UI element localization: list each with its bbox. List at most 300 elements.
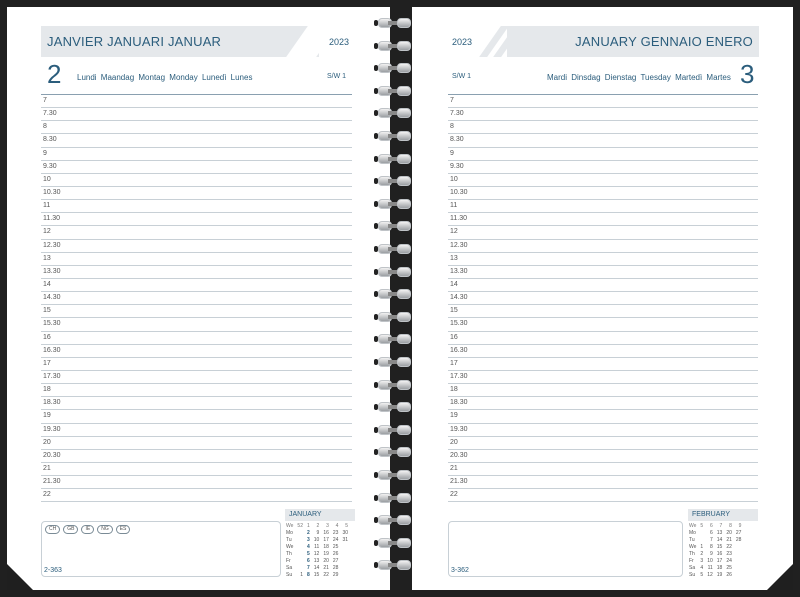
- time-slot[interactable]: [448, 187, 758, 200]
- calendar-day[interactable]: 18: [323, 544, 329, 550]
- spiral-ring: [378, 357, 414, 367]
- right-year: 2023: [452, 37, 473, 47]
- time-slot-label: 16: [43, 333, 51, 341]
- time-slot[interactable]: [448, 358, 758, 371]
- time-slot-label: 14.30: [43, 294, 61, 302]
- time-slot-label: 22: [43, 491, 51, 499]
- time-slot[interactable]: [41, 358, 352, 371]
- calendar-day: [734, 544, 744, 551]
- side-note-line: [287, 121, 352, 134]
- time-slot-label: 17.30: [450, 372, 468, 380]
- time-slot[interactable]: [41, 463, 352, 476]
- mini-calendar-grid: [285, 523, 350, 579]
- spiral-ring: [378, 289, 414, 299]
- calendar-day: [295, 530, 305, 537]
- time-slot-label: 20.30: [450, 451, 468, 459]
- calendar-day[interactable]: 15: [313, 572, 320, 578]
- calendar-day[interactable]: 25: [332, 544, 339, 550]
- calendar-day[interactable]: 4: [306, 544, 310, 550]
- time-slot-label: 20: [450, 438, 458, 446]
- calendar-day[interactable]: 7: [709, 537, 713, 543]
- calendar-day[interactable]: 30: [342, 530, 349, 536]
- week-number: 9: [738, 523, 742, 529]
- time-slot[interactable]: [448, 253, 758, 266]
- calendar-day[interactable]: 9: [709, 551, 713, 557]
- time-slot[interactable]: [448, 489, 758, 502]
- calendar-day[interactable]: 28: [332, 565, 339, 571]
- time-slot[interactable]: [41, 384, 352, 397]
- calendar-day[interactable]: 20: [323, 558, 329, 564]
- calendar-day[interactable]: 23: [726, 551, 732, 557]
- side-note-line: [287, 279, 352, 292]
- calendar-day[interactable]: 26: [332, 551, 339, 557]
- calendar-day[interactable]: 6: [709, 530, 713, 536]
- calendar-day: [340, 572, 350, 579]
- time-slot[interactable]: [448, 240, 758, 253]
- calendar-day[interactable]: 27: [735, 530, 742, 536]
- time-slot-label: 9.30: [450, 162, 464, 170]
- right-mini-calendar: [688, 509, 758, 579]
- side-note-line: [692, 279, 757, 292]
- mini-calendar-grid: [688, 523, 743, 579]
- week-number: 7: [719, 523, 723, 529]
- side-note-line: [692, 437, 757, 450]
- weekday-label: Sa: [689, 565, 696, 571]
- time-slot[interactable]: [448, 161, 758, 174]
- calendar-day[interactable]: 28: [735, 537, 742, 543]
- calendar-day: [340, 551, 350, 558]
- time-slot[interactable]: [448, 397, 758, 410]
- time-slot[interactable]: [41, 148, 352, 161]
- time-slot-label: 21.30: [43, 478, 61, 486]
- time-slot[interactable]: [448, 95, 758, 108]
- calendar-day[interactable]: 19: [323, 551, 329, 557]
- calendar-day[interactable]: 13: [716, 530, 723, 536]
- time-slot[interactable]: [41, 240, 352, 253]
- side-note-line: [692, 345, 757, 358]
- left-year: 2023: [329, 37, 350, 47]
- time-slot-label: 19.30: [450, 425, 468, 433]
- time-slot-label: 17.30: [43, 372, 61, 380]
- time-slot-label: 15: [43, 307, 51, 315]
- time-slot-label: 15.30: [450, 320, 468, 328]
- spiral-ring: [378, 18, 414, 28]
- side-note-line: [692, 187, 757, 200]
- spiral-ring: [378, 334, 414, 344]
- time-slot[interactable]: [41, 134, 352, 147]
- time-slot-label: 18: [450, 386, 458, 394]
- spiral-ring: [378, 86, 414, 96]
- calendar-day[interactable]: 31: [342, 537, 349, 543]
- side-note-line: [287, 305, 352, 318]
- time-slot[interactable]: [41, 437, 352, 450]
- weekday-label: We: [286, 544, 294, 550]
- spiral-ring: [378, 176, 414, 186]
- time-slot[interactable]: [448, 371, 758, 384]
- calendar-day[interactable]: 17: [323, 537, 329, 543]
- side-note-line: [287, 450, 352, 463]
- country-pill: IE: [81, 525, 94, 534]
- calendar-day[interactable]: 8: [709, 544, 713, 550]
- calendar-day[interactable]: 5: [700, 572, 704, 578]
- calendar-day[interactable]: 5: [306, 551, 310, 557]
- spiral-ring: [378, 560, 414, 570]
- side-note-line: [692, 358, 757, 371]
- side-note-line: [692, 410, 757, 423]
- calendar-day[interactable]: 8: [306, 572, 310, 578]
- calendar-day[interactable]: 24: [726, 558, 732, 564]
- time-slot[interactable]: [448, 148, 758, 161]
- week-label: We: [689, 523, 697, 529]
- time-slot[interactable]: [41, 345, 352, 358]
- calendar-day[interactable]: 2: [306, 530, 310, 536]
- time-slot-label: 17: [450, 359, 458, 367]
- country-pills: [45, 525, 130, 534]
- calendar-day[interactable]: 18: [716, 565, 723, 571]
- weekday-label: Tu: [689, 537, 695, 543]
- spiral-ring: [378, 447, 414, 457]
- time-slot-label: 16.30: [450, 346, 468, 354]
- calendar-day[interactable]: 6: [306, 558, 310, 564]
- time-slot-label: 14: [450, 280, 458, 288]
- time-slot[interactable]: [448, 174, 758, 187]
- calendar-day: [295, 558, 305, 565]
- calendar-day[interactable]: 25: [726, 565, 732, 571]
- calendar-day[interactable]: 3: [700, 558, 704, 564]
- time-slot[interactable]: [41, 174, 352, 187]
- side-note-line: [692, 476, 757, 489]
- side-note-line: [692, 253, 757, 266]
- time-slot[interactable]: [448, 134, 758, 147]
- side-note-line: [287, 371, 352, 384]
- calendar-day[interactable]: 20: [726, 530, 732, 536]
- time-slot[interactable]: [41, 476, 352, 489]
- time-slot[interactable]: [448, 213, 758, 226]
- weekday-label: Su: [689, 572, 696, 578]
- time-slot-label: 8: [450, 123, 454, 131]
- weekday-label: Tu: [286, 537, 292, 543]
- time-slot-label: 11.30: [450, 215, 467, 223]
- left-day-names: Lundi Maandag Montag Monday Lunedì Lunes: [77, 73, 253, 82]
- side-note-line: [692, 292, 757, 305]
- spiral-ring: [378, 199, 414, 209]
- time-slot[interactable]: [41, 161, 352, 174]
- calendar-day[interactable]: 11: [707, 565, 713, 571]
- week-label: We: [286, 523, 294, 529]
- calendar-day[interactable]: 11: [314, 544, 320, 550]
- right-page-code: 3-362: [451, 567, 469, 574]
- right-week-number: S/W 1: [452, 73, 472, 80]
- weekday-label: Th: [286, 551, 292, 557]
- time-slot-label: 7.30: [43, 110, 57, 118]
- side-note-line: [692, 240, 757, 253]
- spiral-ring: [378, 154, 414, 164]
- time-slot-label: 11: [43, 202, 51, 210]
- week-number: 52: [297, 523, 303, 529]
- side-note-line: [692, 174, 757, 187]
- time-slot-label: 21: [43, 464, 51, 472]
- weekday-label: Su: [286, 572, 293, 578]
- side-note-line: [287, 161, 352, 174]
- right-day-number: 3: [740, 59, 755, 89]
- time-slot-label: 16.30: [43, 346, 61, 354]
- time-slot[interactable]: [41, 410, 352, 423]
- weekday-label: Th: [689, 551, 695, 557]
- side-note-line: [287, 174, 352, 187]
- week-number: 8: [729, 523, 732, 529]
- calendar-day[interactable]: 3: [306, 537, 310, 543]
- week-number: 1: [306, 523, 310, 529]
- time-slot-label: 14.30: [450, 294, 468, 302]
- side-note-line: [692, 424, 757, 437]
- right-page: [412, 7, 793, 590]
- side-note-line: [287, 318, 352, 331]
- time-slot[interactable]: [448, 384, 758, 397]
- time-slot[interactable]: [41, 397, 352, 410]
- side-note-line: [287, 200, 352, 213]
- side-note-line: [287, 463, 352, 476]
- calendar-day[interactable]: 13: [313, 558, 320, 564]
- time-slot[interactable]: [41, 108, 352, 121]
- side-note-line: [287, 358, 352, 371]
- time-slot-label: 21.30: [450, 478, 468, 486]
- weekday-label: Fr: [689, 558, 694, 564]
- calendar-day[interactable]: 1: [700, 544, 704, 550]
- time-slot-label: 11.30: [43, 215, 60, 223]
- time-slot[interactable]: [448, 279, 758, 292]
- time-slot[interactable]: [448, 318, 758, 331]
- side-note-line: [692, 266, 757, 279]
- calendar-day[interactable]: 1: [300, 572, 303, 578]
- spiral-ring: [378, 493, 414, 503]
- time-slot[interactable]: [41, 226, 352, 239]
- time-slot-label: 10: [43, 175, 51, 183]
- time-slot[interactable]: [41, 279, 352, 292]
- time-slot[interactable]: [448, 463, 758, 476]
- left-notes-box[interactable]: [41, 521, 281, 577]
- spiral-ring: [378, 131, 414, 141]
- time-slot[interactable]: [448, 476, 758, 489]
- time-slot[interactable]: [41, 424, 352, 437]
- side-note-line: [287, 95, 352, 108]
- time-slot-label: 7.30: [450, 110, 464, 118]
- spiral-ring: [378, 515, 414, 525]
- calendar-day: [734, 551, 744, 558]
- time-slot[interactable]: [41, 318, 352, 331]
- time-slot[interactable]: [448, 332, 758, 345]
- time-slot-label: 20.30: [43, 451, 61, 459]
- time-slot-label: 8.30: [450, 136, 464, 144]
- side-note-line: [692, 134, 757, 147]
- time-slot-label: 19: [450, 412, 458, 420]
- spiral-ring: [378, 538, 414, 548]
- calendar-day[interactable]: 26: [726, 572, 732, 578]
- time-slot[interactable]: [448, 424, 758, 437]
- left-time-slots: [41, 95, 352, 502]
- side-note-line: [692, 463, 757, 476]
- calendar-day[interactable]: 27: [332, 558, 339, 564]
- spiral-ring: [378, 221, 414, 231]
- side-note-line: [287, 489, 352, 502]
- time-slot-label: 9: [450, 149, 454, 157]
- side-note-line: [287, 424, 352, 437]
- side-note-line: [692, 95, 757, 108]
- calendar-day[interactable]: 24: [332, 537, 339, 543]
- mini-calendar-title: JANUARY: [285, 509, 355, 521]
- time-slot-label: 7: [450, 97, 454, 104]
- spiral-ring: [378, 425, 414, 435]
- spiral-ring: [378, 108, 414, 118]
- time-slot[interactable]: [448, 292, 758, 305]
- side-note-line: [287, 108, 352, 121]
- time-slot[interactable]: [41, 95, 352, 108]
- time-slot-label: 12.30: [43, 241, 61, 249]
- time-slot-label: 21: [450, 464, 458, 472]
- side-note-line: [287, 410, 352, 423]
- calendar-day[interactable]: 22: [323, 572, 329, 578]
- left-page-code: 2-363: [44, 567, 62, 574]
- right-day-names: Mardi Dinsdag Dienstag Tuesday Martedì Martes: [547, 73, 731, 82]
- time-slot[interactable]: [41, 200, 352, 213]
- time-slot[interactable]: [448, 410, 758, 423]
- side-note-line: [287, 226, 352, 239]
- time-slot-label: 12: [43, 228, 51, 236]
- calendar-day[interactable]: 14: [313, 565, 320, 571]
- calendar-day[interactable]: 12: [313, 551, 320, 557]
- weekday-label: We: [689, 544, 697, 550]
- time-slot[interactable]: [41, 371, 352, 384]
- time-slot-label: 12: [450, 228, 458, 236]
- calendar-day[interactable]: 15: [716, 544, 723, 550]
- calendar-day[interactable]: 2: [700, 551, 704, 557]
- time-slot[interactable]: [41, 450, 352, 463]
- calendar-day[interactable]: 21: [726, 537, 732, 543]
- time-slot[interactable]: [41, 489, 352, 502]
- time-slot-label: 13: [43, 254, 51, 262]
- left-week-number: S/W 1: [327, 73, 347, 80]
- calendar-day[interactable]: 17: [716, 558, 723, 564]
- calendar-day[interactable]: 10: [707, 558, 713, 564]
- calendar-day[interactable]: 29: [332, 572, 339, 578]
- calendar-day[interactable]: 23: [332, 530, 339, 536]
- side-note-line: [692, 108, 757, 121]
- side-note-line: [692, 397, 757, 410]
- time-slot[interactable]: [448, 200, 758, 213]
- calendar-day: [734, 565, 744, 572]
- time-slot[interactable]: [41, 213, 352, 226]
- calendar-day[interactable]: 14: [716, 537, 723, 543]
- spiral-ring: [378, 267, 414, 277]
- time-slot[interactable]: [41, 292, 352, 305]
- time-slot[interactable]: [41, 332, 352, 345]
- calendar-day: [734, 572, 744, 579]
- side-note-line: [287, 240, 352, 253]
- weekday-label: Sa: [286, 565, 293, 571]
- calendar-day[interactable]: 21: [323, 565, 329, 571]
- time-slot-label: 15.30: [43, 320, 61, 328]
- time-slot[interactable]: [448, 266, 758, 279]
- calendar-day[interactable]: 19: [716, 572, 723, 578]
- spiral-ring: [378, 380, 414, 390]
- time-slot[interactable]: [448, 108, 758, 121]
- time-slot-label: 8.30: [43, 136, 57, 144]
- time-slot-label: 16: [450, 333, 458, 341]
- calendar-day[interactable]: 4: [700, 565, 704, 571]
- week-number: 3: [326, 523, 329, 529]
- calendar-day[interactable]: 16: [323, 530, 329, 536]
- week-number: 5: [345, 523, 349, 529]
- calendar-day[interactable]: 7: [306, 565, 310, 571]
- time-slot-label: 10: [450, 175, 458, 183]
- time-slot-label: 10.30: [43, 188, 61, 196]
- time-slot-label: 7: [43, 97, 47, 104]
- spiral-ring: [378, 244, 414, 254]
- time-slot[interactable]: [448, 121, 758, 134]
- side-note-line: [287, 384, 352, 397]
- spiral-ring: [378, 312, 414, 322]
- side-note-line: [692, 121, 757, 134]
- side-note-line: [287, 397, 352, 410]
- right-notes-box[interactable]: [448, 521, 683, 577]
- time-slot[interactable]: [448, 226, 758, 239]
- time-slot[interactable]: [448, 437, 758, 450]
- calendar-day: [295, 544, 305, 551]
- time-slot-label: 13.30: [43, 267, 61, 275]
- spiral-ring: [378, 41, 414, 51]
- time-slot[interactable]: [41, 266, 352, 279]
- left-month-title: JANVIER JANUARI JANUAR: [47, 34, 222, 49]
- side-note-line: [287, 213, 352, 226]
- side-note-line: [692, 305, 757, 318]
- side-note-line: [287, 187, 352, 200]
- time-slot[interactable]: [41, 305, 352, 318]
- side-note-line: [287, 253, 352, 266]
- side-note-line: [287, 437, 352, 450]
- time-slot[interactable]: [41, 253, 352, 266]
- calendar-day[interactable]: 22: [726, 544, 732, 550]
- side-note-line: [692, 213, 757, 226]
- time-slot[interactable]: [448, 450, 758, 463]
- calendar-day[interactable]: 9: [316, 530, 320, 536]
- calendar-day[interactable]: 12: [707, 572, 713, 578]
- country-pill: GB: [63, 525, 78, 534]
- time-slot-label: 11: [450, 202, 458, 210]
- time-slot[interactable]: [41, 121, 352, 134]
- side-note-line: [692, 371, 757, 384]
- time-slot-label: 15: [450, 307, 458, 315]
- calendar-day[interactable]: 10: [313, 537, 320, 543]
- side-note-line: [692, 161, 757, 174]
- time-slot[interactable]: [41, 187, 352, 200]
- side-note-line: [692, 489, 757, 502]
- time-slot-label: 19: [43, 412, 51, 420]
- time-slot-label: 10.30: [450, 188, 468, 196]
- right-header-band: [507, 26, 759, 57]
- calendar-day: [295, 537, 305, 544]
- side-note-line: [692, 450, 757, 463]
- time-slot[interactable]: [448, 305, 758, 318]
- time-slot[interactable]: [448, 345, 758, 358]
- mini-calendar-title: FEBRUARY: [688, 509, 758, 521]
- weekday-label: Mo: [689, 530, 696, 536]
- time-slot-label: 20: [43, 438, 51, 446]
- side-note-line: [287, 266, 352, 279]
- time-slot-label: 12.30: [450, 241, 468, 249]
- time-slot-label: 9: [43, 149, 47, 157]
- calendar-day: [295, 565, 305, 572]
- calendar-day[interactable]: 16: [716, 551, 723, 557]
- time-slot-label: 22: [450, 491, 458, 499]
